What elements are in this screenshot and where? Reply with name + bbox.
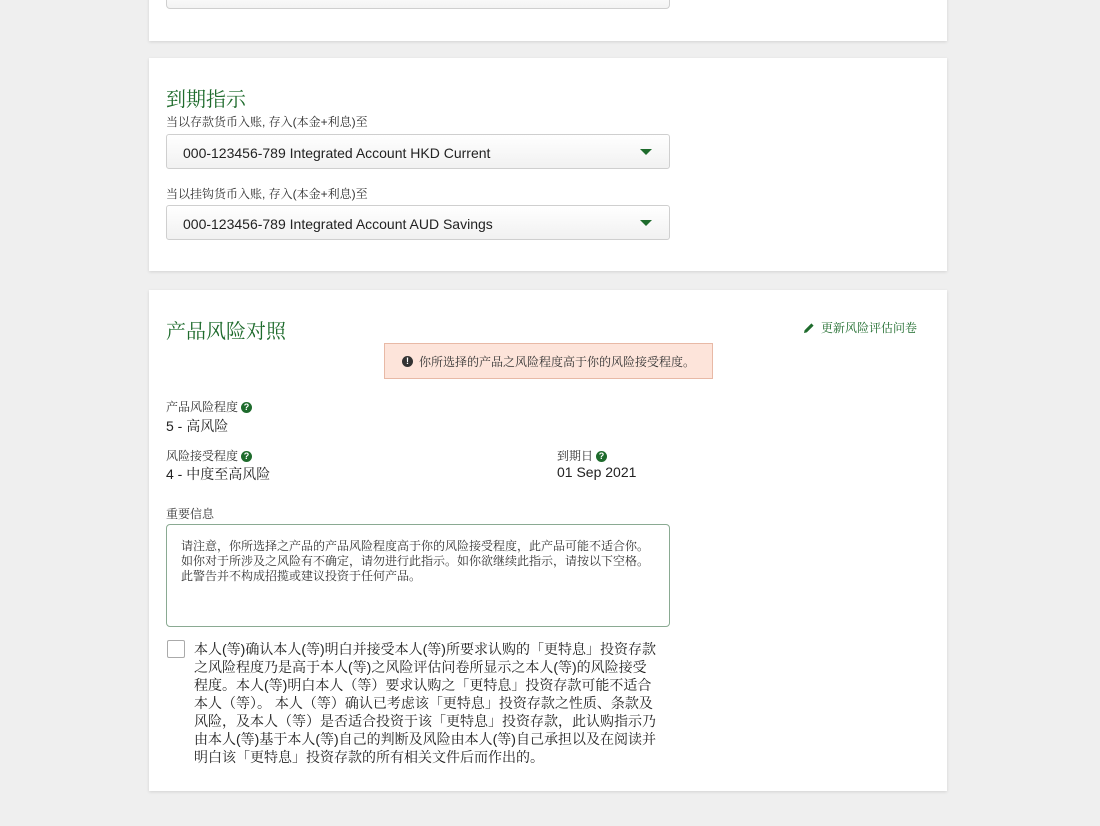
product-risk-value: 5 - 高风险: [166, 418, 229, 434]
risk-warning-banner: [384, 343, 713, 379]
exclamation-icon: !: [402, 356, 413, 367]
tolerance-value: 4 - 中度至高风险: [166, 466, 271, 482]
pencil-icon: [803, 322, 815, 334]
linked-currency-label: 当以挂钩货币入账, 存入(本金+利息)至: [166, 187, 368, 201]
previous-select-stub[interactable]: [166, 0, 670, 9]
important-info-label: 重要信息: [166, 507, 215, 521]
risk-section-title: 产品风险对照: [166, 321, 286, 343]
help-icon[interactable]: ?: [241, 451, 252, 462]
linked-account-value: 000-123456-789 Integrated Account AUD Savings: [183, 216, 493, 232]
deposit-account-value: 000-123456-789 Integrated Account HKD Current: [183, 145, 491, 161]
important-info-box: 请注意，你所选择之产品的产品风险程度高于你的风险接受程度，此产品可能不适合你。如你对于所涉及之风险有不确定，请勿进行此指示。如你欲继续此指示，请按以下空格。此警告并不构成招揽或建议投资于任何产品。: [166, 524, 670, 627]
chevron-down-icon: [640, 220, 652, 226]
maturity-instruction-card: [149, 58, 947, 271]
help-icon[interactable]: ?: [241, 402, 252, 413]
maturity-date-label-row: [557, 447, 607, 464]
update-link-label: 更新风险评估问卷: [820, 321, 917, 335]
product-risk-card: [149, 290, 947, 791]
deposit-account-select[interactable]: [166, 134, 670, 169]
linked-account-select[interactable]: [166, 205, 670, 240]
product-risk-label: 产品风险程度: [166, 400, 239, 414]
maturity-section-title: 到期指示: [166, 89, 246, 111]
tolerance-label-row: [166, 447, 252, 464]
previous-section-card: [149, 0, 947, 41]
update-risk-questionnaire-link[interactable]: [803, 319, 917, 336]
product-risk-label-row: [166, 398, 252, 415]
consent-checkbox[interactable]: [167, 640, 185, 658]
warning-text: 你所选择的产品之风险程度高于你的风险接受程度。: [418, 354, 695, 369]
deposit-currency-label: 当以存款货币入账, 存入(本金+利息)至: [166, 115, 368, 129]
maturity-date-label: 到期日: [557, 449, 594, 463]
chevron-down-icon: [640, 149, 652, 155]
maturity-date-value: 01 Sep 2021: [557, 464, 637, 480]
consent-text: 本人(等)确认本人(等)明白并接受本人(等)所要求认购的「更特息」投资存款之风险程度乃是高于本人(等)之风险评估问卷所显示之本人(等)的风险接受程度。本人(等)明白本人（等）要求认购之「更特息」投资存款可能不适合本人（等）。 本人（等）确认已考虑该「更特息」投资存款之性质、条款及风险，及本人（等）是否适合投资于该「更特息」投资存款，此认购指示乃由本人(等)基于本人(等)自己的判断及风险由本人(等)自己承担以及在阅读并明白该「更特息」投资存款的所有相关文件后而作出的。: [194, 641, 656, 765]
tolerance-label: 风险接受程度: [166, 449, 239, 463]
help-icon[interactable]: ?: [596, 451, 607, 462]
